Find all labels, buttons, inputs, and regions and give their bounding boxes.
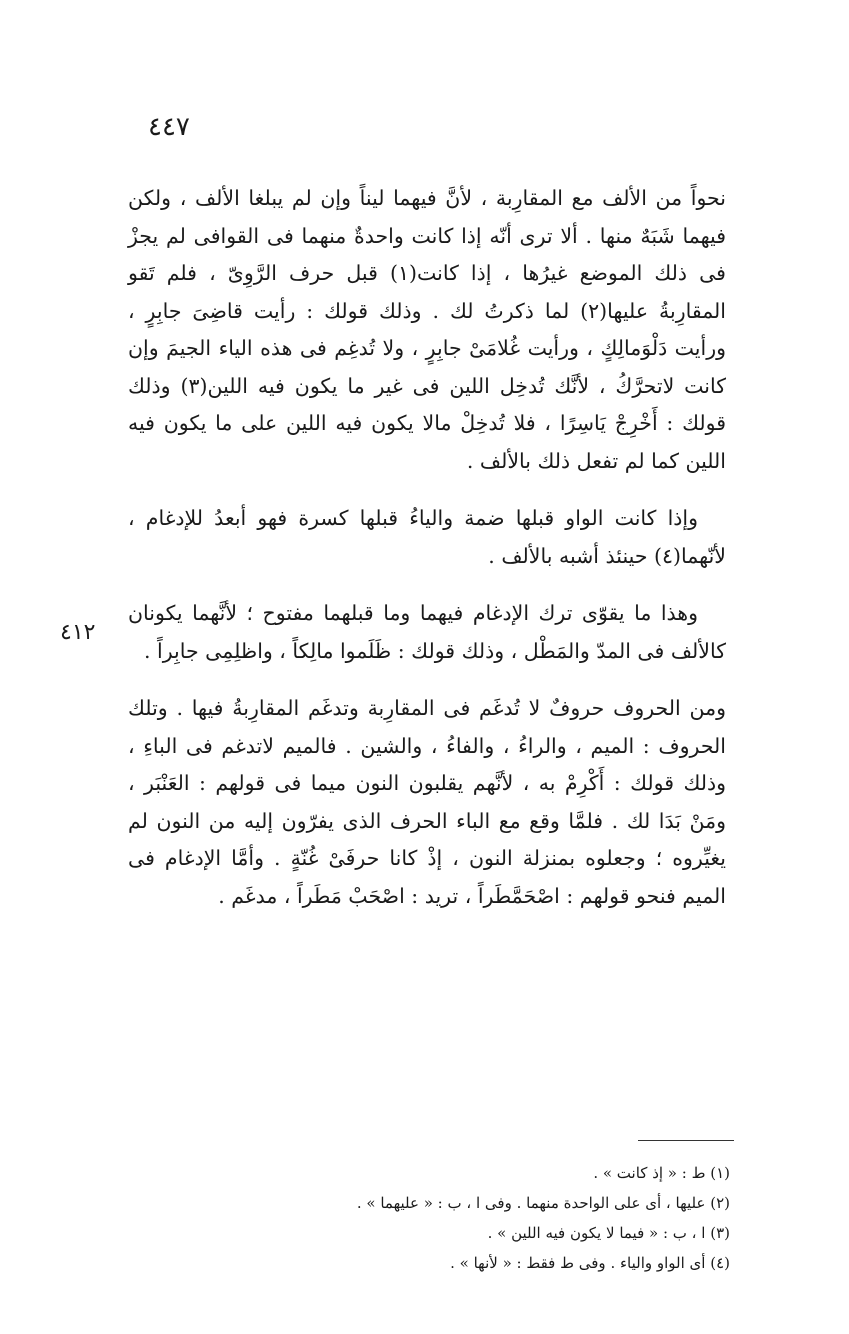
- paragraph: نحواً من الألف مع المقارِبة ، لأنَّ فيهما ليناً وإن لم يبلغا الألف ، ولكن فيهما شَبَهٌ منها . ألا ترى أنّه إذا كانت واحدةٌ منهما فى القوافى لم يجزْ فى ذلك الموضع غيرُها ، إذا كانت(١) قبل حرف الرَّوِىّ ، فلم تَقو المقارِبةُ عليها(٢) لما ذكرتُ لك . وذلك قولك : رأيت قاضِىَ جابِرٍ ، ورأيت دَلْوَمالِكٍ ، ورأيت غُلامَىْ جابِرٍ ، ولا تُدغِم فى هذه الياء الجيمَ وإن كانت لاتحرَّكُ ، لأنَّك تُدخِل اللين فى غير ما يكون فيه اللين(٣) وذلك قولك : أَخْرِجْ يَاسِرًا ، فلا تُدخِلْ مالا يكون فيه اللين على ما يكون فيه اللين كما لم تفعل ذلك بالألف .: [128, 186, 727, 473]
- footnotes: [240, 1158, 730, 1278]
- footnote: (٢) عليها ، أى على الواحدة منهما . وفى ا ، ب : « عليهما » .: [356, 1194, 730, 1212]
- main-text: [128, 180, 726, 915]
- paragraph: وإذا كانت الواو قبلها ضمة والياءُ قبلها كسرة فهو أبعدُ للإدغام ، لأنّهما(٤) حينئذ أشبه بالألف .: [128, 506, 726, 568]
- footnote: (١) ط : « إذ كانت » .: [593, 1164, 730, 1182]
- footnote: (٣) ا ، ب : « فيما لا يكون فيه اللين » .: [487, 1224, 730, 1242]
- footnote-divider: [638, 1140, 734, 1141]
- page-number: ٤٤٧: [148, 112, 190, 142]
- margin-page-reference: ٤١٢: [60, 620, 96, 645]
- paragraph: وهذا ما يقوّى ترك الإدغام فيهما وما قبلهما مفتوح ؛ لأنَّهما يكونان كالألف فى المدّ والمَطْل ، وذلك قولك : ظَلَموا مالِكاً ، واظلِمِى جابِراً .: [128, 601, 726, 663]
- paragraph: ومن الحروف حروفٌ لا تُدغَم فى المقارِبة وتدغَم المقارِبةُ فيها . وتلك الحروف : الميم ، والراءُ ، والفاءُ ، والشين . فالميم لاتدغم فى الباءِ ، وذلك قولك : أَكْرِمْ به ، لأنَّهم يقلبون النون ميما فى قولهم : العَنْبَر ، ومَنْ بَدَا لك . فلمَّا وقع مع الباء الحرف الذى يفرّون إليه من النون لم يغيِّروه ؛ وجعلوه بمنزلة النون ، إذْ كانا حرفَىْ غُنّةٍ . وأمَّا الإدغام فى الميم فنحو قولهم : اصْحَمَّطَراً ، تريد : اصْحَبْ مَطَراً ، مدغَم .: [128, 696, 726, 908]
- footnote: (٤) أى الواو والياء . وفى ط فقط : « لأنها » .: [450, 1254, 730, 1272]
